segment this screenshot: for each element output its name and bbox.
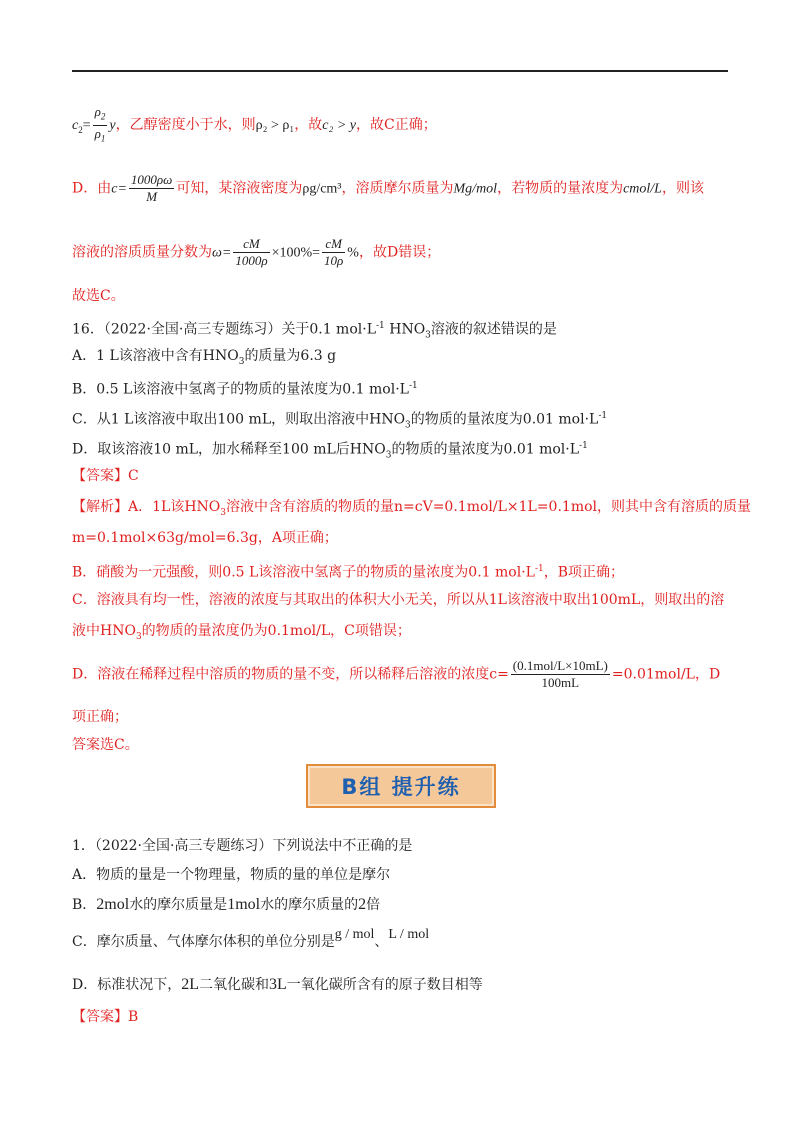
q16-explanation-a2: m=0.1mol×63g/mol=6.3g，A项正确； <box>72 530 338 546</box>
mass-fraction-line: 溶液的溶质质量分数为ω= $\frac{cM}{1000\rho}$ ×100%= $\frac{cM}{10\rho}$ %，故D错误； <box>72 236 441 268</box>
q16-option-c: C．从1 L该溶液中取出100 mL，则取出溶液中$HNO_3$的物质的量浓度为0.01 $mol\cdot L^{-1}$ <box>72 411 608 431</box>
concentration-fraction: $\frac{1000\rho\omega}{M}$ <box>130 172 173 204</box>
q16-explanation-c2: 液中$HNO_3$的物质的量浓度仍为0.1mol/L，C项错误； <box>72 623 411 642</box>
q16-final-answer: 答案选C。 <box>72 737 139 753</box>
dilution-fraction: $\frac{\text{(0.1mol/L×10mL)}}{100mL}$ <box>512 658 608 690</box>
q1-option-a: A．物质的量是一个物理量，物质的量的单位是摩尔 <box>72 867 391 883</box>
conclusion-prev: 故选C。 <box>72 288 125 304</box>
fraction-2: $\frac{cM}{10\rho}$ <box>324 236 344 268</box>
q16-option-d: D．取该溶液10 mL，加水稀释至100 mL后$HNO_3$的物质的量浓度为0.01 $mol\cdot L^{-1}$ <box>72 441 588 461</box>
section-banner-label: B组 提升练 <box>341 775 461 799</box>
c2-line: $c_2=$ $\frac{\rho_2}{\rho_1}$ y，乙醇密度小于水，则ρ₂ > ρ₁，故c₂ > y，故C正确； <box>72 104 437 146</box>
q1-option-c: C．摩尔质量、气体摩尔体积的单位分别是g / mol、L / mol <box>72 927 430 950</box>
q16-option-b: B．0.5 L该溶液中氢离子的物质的量浓度为0.1 $mol\cdot L^{-1}$ <box>72 381 418 398</box>
header-rule <box>72 70 728 72</box>
q16-explanation-d2: 项正确； <box>72 709 128 725</box>
q16-explanation-c: C．溶液具有均一性，溶液的浓度与其取出的体积大小无关，所以从1L该溶液中取出100mL，则取出的溶 <box>72 592 725 608</box>
q1-option-b: B．2mol水的摩尔质量是1mol水的摩尔质量的2倍 <box>72 896 381 913</box>
section-banner <box>306 764 496 808</box>
q1-answer: 【答案】B <box>72 1009 139 1025</box>
q16-explanation-a: 【解析】A．1L该$HNO_3$溶液中含有溶质的物质的量n=cV=0.1mol/L×1L=0.1mol，则其中含有溶质的质量 <box>72 499 751 518</box>
rho-fraction: $\frac{\rho_2}{\rho_1}$ <box>94 104 106 144</box>
q16-stem: 16．（2022·全国·高三专题练习）关于0.1 $mol\cdot L^{-1}$ $HNO_3$溶液的叙述错误的是 <box>72 321 557 341</box>
q16-option-a: A．1 L该溶液中含有$HNO_3$的质量为6.3 g <box>72 348 337 367</box>
q16-explanation-d: D．溶液在稀释过程中溶质的物质的量不变，所以稀释后溶液的浓度c= $\frac{\text{(0.1mol/L×10mL)}}{100mL}$ =0.01mol/L，D <box>72 658 721 690</box>
q1-option-d: D．标准状况下，2L二氧化碳和3L一氧化碳所含有的原子数目相等 <box>72 976 483 993</box>
q16-explanation-b: B．硝酸为一元强酸，则0.5 L该溶液中氢离子的物质的量浓度为0.1 $mol\cdot L^{-1}$，B项正确； <box>72 564 625 581</box>
q1-stem: 1．（2022·全国·高三专题练习）下列说法中不正确的是 <box>72 838 413 854</box>
option-d-explanation: D．由c= $\frac{1000\rho\omega}{M}$ 可知，某溶液密度为ρg/cm³，溶质摩尔质量为Mg/mol，若物质的量浓度为cmol/L，则该 <box>72 172 704 204</box>
fraction-1: $\frac{cM}{1000\rho}$ <box>235 236 268 268</box>
q16-answer: 【答案】C <box>72 468 139 484</box>
